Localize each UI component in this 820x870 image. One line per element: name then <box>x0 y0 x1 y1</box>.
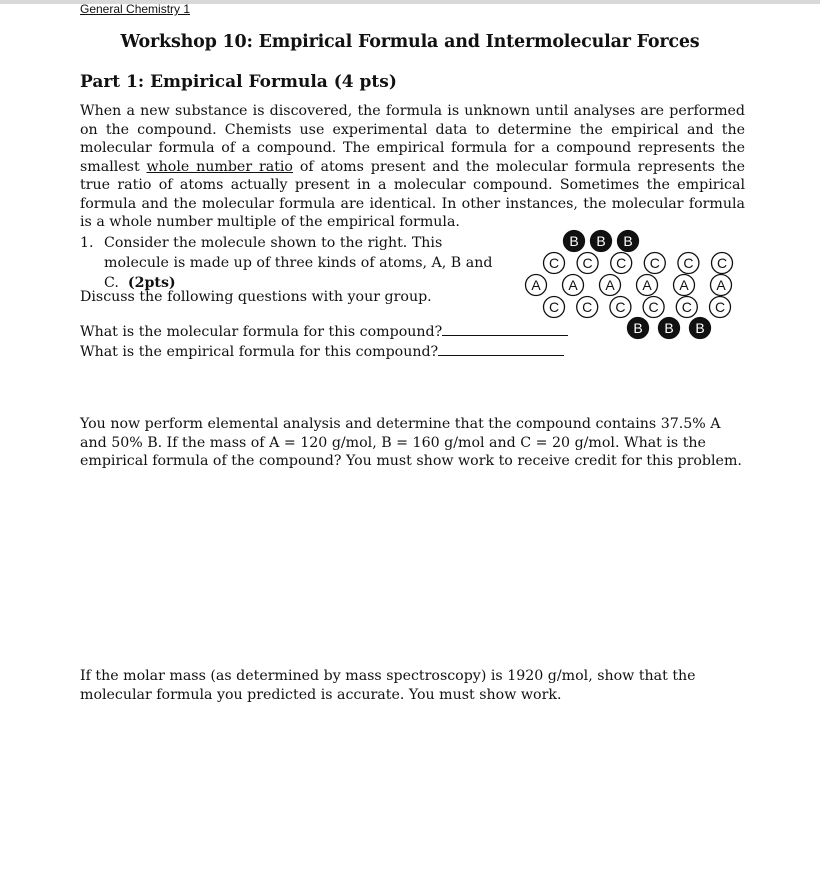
question-1 <box>80 233 500 293</box>
atom-c-label: C <box>615 299 626 315</box>
course-header: General Chemistry 1 <box>80 2 191 16</box>
atom-c-label: C <box>649 255 660 271</box>
intro-text-1: When a new substance is discovered, the formula is unknown until analyses are performed on the compound. Chemists use experimental data to determine the empirical and the molecular formula of a compound. The empirical formula for a compound represents the smallest <box>80 103 745 175</box>
atom-b-label: B <box>633 320 643 336</box>
atom-b-label: B <box>623 233 633 249</box>
atom-b-label: B <box>596 233 606 249</box>
atom-a-label: A <box>531 277 541 293</box>
intro-underlined-term: whole number ratio <box>146 158 293 175</box>
intro-text-2: of atoms present and the molecular formula represents the true ratio of atoms actually present in a molecular compound. Sometimes the empirical formula and the molecular formula are identical. In other instances, the molecular formula is a whole number multiple of the empirical formula. <box>80 158 745 230</box>
atom-a-label: A <box>605 277 615 293</box>
question-3-text: If the molar mass (as determined by mass spectroscopy) is 1920 g/mol, show that the molecular formula you predicted is accurate. You must show work. <box>80 668 696 703</box>
atom-b-label: B <box>695 320 705 336</box>
atom-c-label: C <box>548 255 560 271</box>
empirical-formula-answer-line[interactable] <box>438 343 564 356</box>
question-1-points: (2pts) <box>127 275 176 291</box>
page-title: Workshop 10: Empirical Formula and Intermolecular Forces <box>120 32 700 52</box>
atom-c-label: C <box>582 255 593 271</box>
molecular-formula-prompt: What is the molecular formula for this compound? <box>80 324 443 340</box>
part1-heading: Part 1: Empirical Formula (4 pts) <box>80 72 397 92</box>
atom-a-label: A <box>568 277 578 293</box>
atom-c-label: C <box>681 299 692 315</box>
molecule-diagram <box>517 228 742 343</box>
intro-paragraph <box>80 102 745 232</box>
atom-b-label: B <box>569 233 579 249</box>
question-1-number: 1. <box>80 235 94 251</box>
atom-c-label: C <box>714 299 726 315</box>
question-1-text: Consider the molecule shown to the right. This molecule is made up of three kinds of atoms, A, B and C. <box>104 235 493 291</box>
atom-a-label: A <box>679 277 689 293</box>
question-2-text: You now perform elemental analysis and determine that the compound contains 37.5% A and 50% B. If the mass of A = 120 g/mol, B = 160 g/mol and C = 20 g/mol. What is the empirical formula of the compound? You must show work to receive credit for this problem. <box>80 416 742 469</box>
discuss-instruction: Discuss the following questions with your group. <box>80 289 432 305</box>
atom-c-label: C <box>616 255 627 271</box>
atom-c-label: C <box>582 299 593 315</box>
empirical-formula-prompt: What is the empirical formula for this compound? <box>80 344 439 360</box>
empirical-formula-question <box>80 343 564 360</box>
atom-c-label: C <box>683 255 694 271</box>
atom-c-label: C <box>648 299 659 315</box>
atom-a-label: A <box>642 277 652 293</box>
atom-c-label: C <box>716 255 728 271</box>
atom-a-label: A <box>716 277 726 293</box>
atom-c-label: C <box>548 299 560 315</box>
atom-b-label: B <box>664 320 674 336</box>
question-1-body <box>104 233 500 293</box>
molecular-formula-question <box>80 323 568 340</box>
